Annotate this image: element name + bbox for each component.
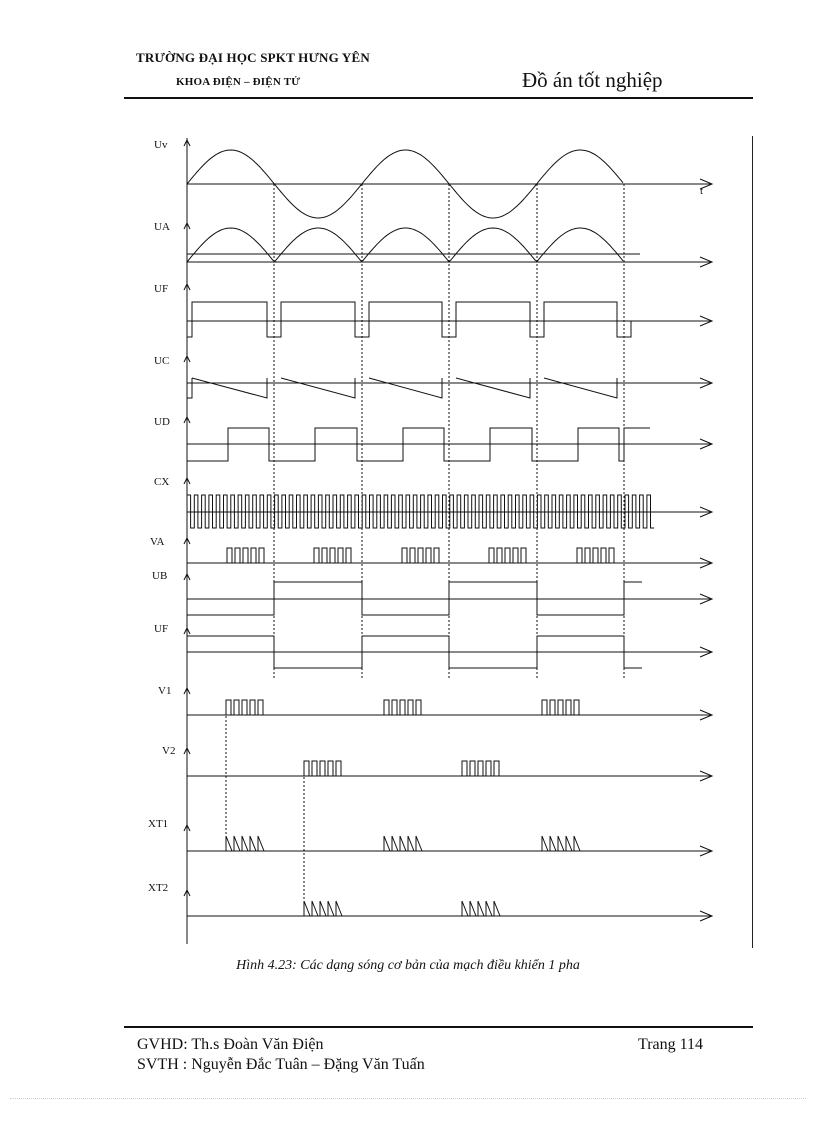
va-burst-4 bbox=[577, 548, 614, 563]
signal-label-12: XT2 bbox=[148, 882, 169, 894]
signal-label-3: UC bbox=[154, 355, 170, 367]
xt1-spike-group-1-2 bbox=[400, 836, 406, 851]
xt1-spike-group-2-0 bbox=[542, 836, 548, 851]
xt2-spike-group-1-1 bbox=[470, 901, 476, 916]
va-burst-1 bbox=[314, 548, 351, 563]
xt2-spike-group-0-3 bbox=[328, 901, 334, 916]
uf-pulse-train bbox=[187, 302, 631, 337]
xt1-spike-group-1-3 bbox=[408, 836, 414, 851]
va-burst-0 bbox=[227, 548, 264, 563]
school-name: TRƯỜNG ĐẠI HỌC SPKT HƯNG YÊN bbox=[136, 50, 370, 65]
uc-start bbox=[187, 373, 192, 398]
xt1-spike-group-0-2 bbox=[242, 836, 248, 851]
signal-label-5: CX bbox=[154, 476, 170, 488]
v2-burst-0 bbox=[304, 761, 341, 776]
xt1-spike-group-1-1 bbox=[392, 836, 398, 851]
xt1-spike-group-2-1 bbox=[550, 836, 556, 851]
signal-label-7: UB bbox=[152, 570, 168, 582]
xt2-spike-group-0-0 bbox=[304, 901, 310, 916]
document-title: Đồ án tốt nghiệp bbox=[522, 68, 663, 92]
page-number: Trang 114 bbox=[638, 1036, 704, 1053]
xt2-spike-group-0-4 bbox=[336, 901, 342, 916]
xt1-spike-group-0-4 bbox=[258, 836, 264, 851]
xt2-spike-group-1-3 bbox=[486, 901, 492, 916]
uc-ramp-4 bbox=[544, 378, 617, 398]
xt1-spike-group-1-0 bbox=[384, 836, 390, 851]
xt2-spike-group-1-4 bbox=[494, 901, 500, 916]
footer-students: SVTH : Nguyễn Đắc Tuân – Đặng Văn Tuấn bbox=[137, 1056, 425, 1073]
signal-label-9: V1 bbox=[158, 685, 172, 697]
xt1-spike-group-2-4 bbox=[574, 836, 580, 851]
xt2-spike-group-1-0 bbox=[462, 901, 468, 916]
figure-caption: Hình 4.23: Các dạng sóng cơ bản của mạch điều khiển 1 pha bbox=[236, 958, 580, 973]
signal-label-10: V2 bbox=[162, 745, 176, 757]
page-edge-dots bbox=[10, 1098, 806, 1099]
signal-label-0: Uv bbox=[154, 139, 168, 151]
xt2-spike-group-0-2 bbox=[320, 901, 326, 916]
v1-burst-2 bbox=[542, 700, 579, 715]
xt2-spike-group-1-2 bbox=[478, 901, 484, 916]
xt1-spike-group-0-3 bbox=[250, 836, 256, 851]
va-burst-3 bbox=[489, 548, 526, 563]
time-label: t bbox=[700, 185, 704, 197]
signal-label-1: UA bbox=[154, 221, 170, 233]
uc-ramp-2 bbox=[369, 378, 442, 398]
uc-ramp-1 bbox=[281, 378, 355, 398]
signal-label-8: UF bbox=[154, 623, 169, 635]
uc-ramp-0 bbox=[192, 378, 267, 398]
signal-label-6: VA bbox=[150, 536, 165, 548]
v1-burst-0 bbox=[226, 700, 263, 715]
xt1-spike-group-2-2 bbox=[558, 836, 564, 851]
v1-burst-1 bbox=[384, 700, 421, 715]
va-burst-2 bbox=[402, 548, 439, 563]
xt1-spike-group-1-4 bbox=[416, 836, 422, 851]
faculty-name: KHOA ĐIỆN – ĐIỆN TỬ bbox=[176, 76, 301, 88]
uc-ramp-3 bbox=[456, 378, 530, 398]
xt1-spike-group-0-1 bbox=[234, 836, 240, 851]
v2-burst-1 bbox=[462, 761, 499, 776]
signal-label-2: UF bbox=[154, 283, 169, 295]
xt2-spike-group-0-1 bbox=[312, 901, 318, 916]
footer-rule bbox=[124, 1026, 753, 1028]
xt1-spike-group-0-0 bbox=[226, 836, 232, 851]
signal-label-4: UD bbox=[154, 416, 170, 428]
ua-rectified-wave bbox=[187, 228, 623, 262]
footer-advisor: GVHD: Th.s Đoàn Văn Điện bbox=[137, 1036, 324, 1053]
signal-label-11: XT1 bbox=[148, 818, 169, 830]
xt1-spike-group-2-3 bbox=[566, 836, 572, 851]
